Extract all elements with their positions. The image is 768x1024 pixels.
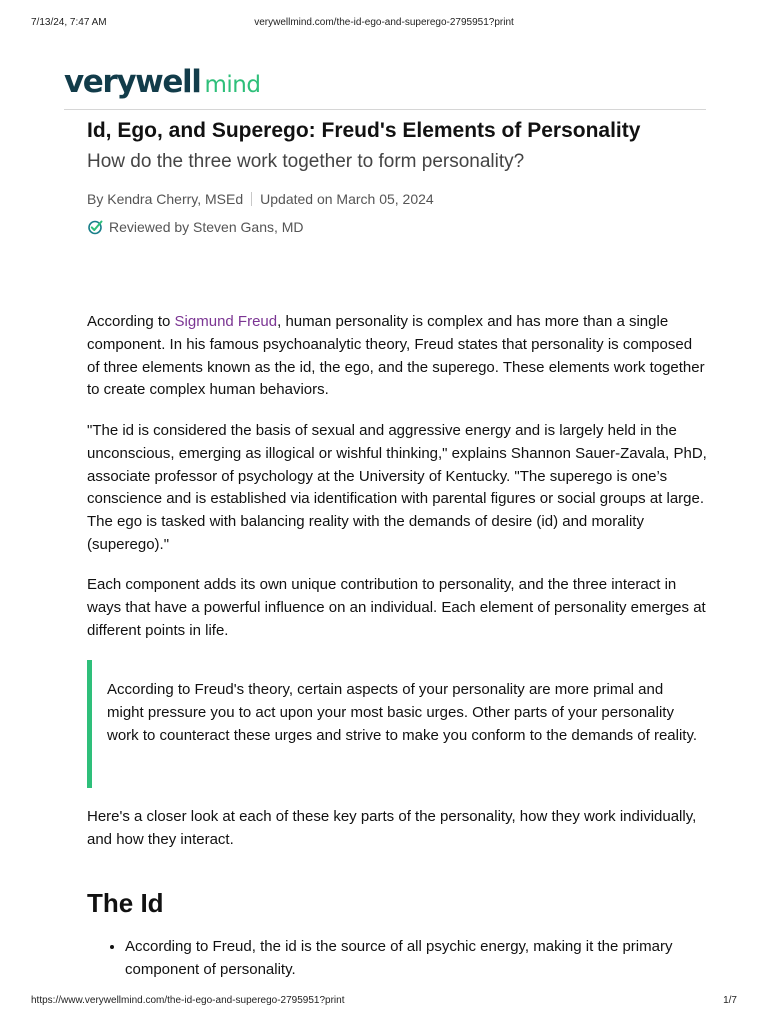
paragraph-3: Each component adds its own unique contribution to personality, and the three interact in ways that have a powerful influence on an individual. Each element of personality emerges at different points in life. <box>87 576 706 639</box>
paragraph-4: Here's a closer look at each of these key parts of the personality, how they work individually, and how they interact. <box>87 808 697 848</box>
header-divider <box>64 109 706 110</box>
reviewer[interactable]: Reviewed by Steven Gans, MD <box>109 219 304 235</box>
print-datetime: 7/13/24, 7:47 AM <box>31 17 107 28</box>
paragraph-1 <box>87 311 707 402</box>
paragraph-2: "The id is considered the basis of sexual and aggressive energy and is largely held in the unconscious, emerging as illogical or wishful thinking," explains Shannon Sauer-Zavala, PhD, associate professor of psychology at the University of Kentucky. "The superego is one’s conscience and is established via identification with parental figures or social groups at large. The ego is tasked with balancing reality with the demands of desire (id) and morality (superego)." <box>87 422 707 553</box>
section-heading-id: The Id <box>87 888 164 918</box>
article-title: Id, Ego, and Superego: Freud's Elements of Personality <box>87 119 641 142</box>
sigmund-freud-link[interactable]: Sigmund Freud <box>174 313 278 330</box>
callout-box <box>87 660 704 788</box>
print-header <box>0 17 768 31</box>
print-url: verywellmind.com/the-id-ego-and-superego-2795951?print <box>254 17 514 28</box>
byline-separator <box>251 192 252 206</box>
updated-date: Updated on March 05, 2024 <box>260 191 434 207</box>
check-badge-icon <box>87 219 103 235</box>
list-item: • According to Freud, the id is the source of all psychic energy, making it the primary component of personality. <box>125 936 685 982</box>
p1-after: , human personality is complex and has more than a single component. In his famous psychoanalytic theory, Freud states that personality is composed of three elements known as the id, the ego, and the superego. These elements work together to create complex human behaviors. <box>87 313 705 399</box>
footer-url: https://www.verywellmind.com/the-id-ego-and-superego-2795951?print <box>31 995 345 1006</box>
article-subtitle: How do the three work together to form personality? <box>87 151 525 172</box>
bullet-list <box>87 936 685 982</box>
logo-brand: verywell <box>64 64 201 100</box>
article-header <box>87 119 697 236</box>
author[interactable]: By Kendra Cherry, MSEd <box>87 191 244 207</box>
byline <box>87 190 697 208</box>
p1-before: According to <box>87 313 175 330</box>
reviewed-by <box>87 218 697 236</box>
logo-sub: mind <box>204 72 261 98</box>
callout-text: According to Freud's theory, certain aspects of your personality are more primal and might pressure you to act upon your most basic urges. Other parts of your personality work to counteract these urges and strive to make you conform to the demands of reality. <box>107 681 698 744</box>
page-number: 1/7 <box>723 995 737 1006</box>
print-footer <box>0 995 768 1009</box>
site-logo[interactable] <box>64 64 260 104</box>
